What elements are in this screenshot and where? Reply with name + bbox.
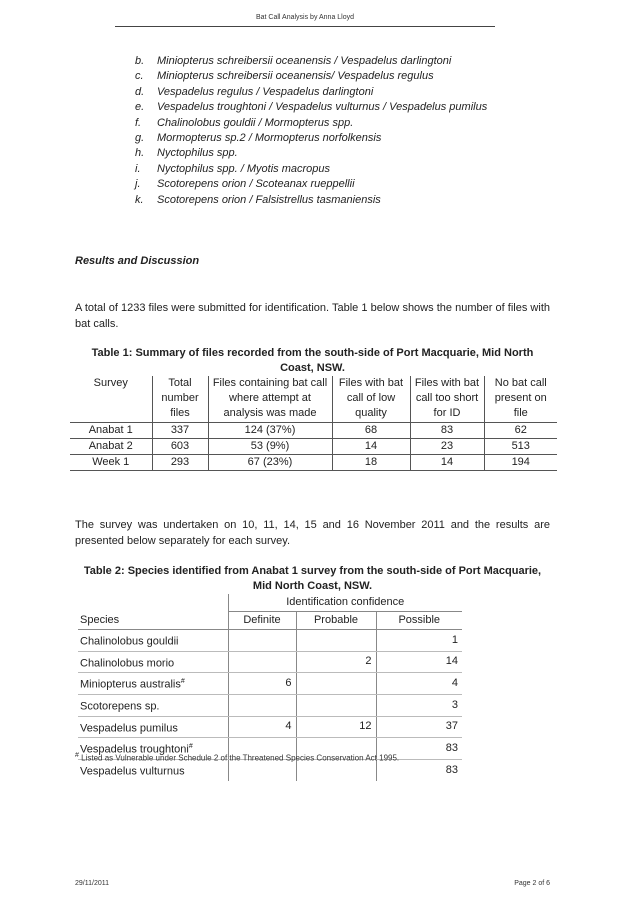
list-item bbox=[135, 116, 487, 131]
survey-paragraph: The survey was undertaken on 10, 11, 14, 15 and 16 November 2011 and the results are presented below separately for each survey. bbox=[75, 519, 550, 547]
list-text: Nyctophilus spp. / Myotis macropus bbox=[157, 162, 331, 175]
definite-cell bbox=[228, 630, 296, 652]
table-cell: 14 bbox=[410, 455, 484, 471]
list-letter: d. bbox=[135, 85, 145, 98]
table-cell: 14 bbox=[332, 439, 410, 455]
table-cell: 337 bbox=[152, 423, 208, 439]
table-cell: 513 bbox=[484, 439, 557, 455]
column-header: Files containing bat call where attempt at analysis was made bbox=[208, 376, 332, 423]
table-cell: 194 bbox=[484, 455, 557, 471]
column-header: Possible bbox=[376, 612, 462, 630]
probable-cell bbox=[296, 694, 376, 716]
list-text: Chalinolobus gouldii / Mormopterus spp. bbox=[157, 116, 354, 129]
list-letter: j. bbox=[135, 178, 141, 191]
species-cell: Vespadelus vulturnus bbox=[80, 765, 185, 778]
list-item bbox=[135, 54, 487, 69]
table-cell: Anabat 1 bbox=[70, 423, 152, 439]
footnote-mark: # bbox=[75, 752, 79, 759]
table-cell: 293 bbox=[152, 455, 208, 471]
table-row bbox=[78, 673, 462, 695]
possible-cell: 14 bbox=[376, 651, 462, 673]
table-cell: Anabat 2 bbox=[70, 439, 152, 455]
list-letter: k. bbox=[135, 193, 144, 206]
column-header: Species bbox=[78, 612, 228, 630]
column-header: No bat call present on file bbox=[484, 376, 557, 423]
table-cell: 83 bbox=[410, 423, 484, 439]
possible-cell: 83 bbox=[376, 759, 462, 780]
summary-table bbox=[70, 376, 557, 471]
footer-date: 29/11/2011 bbox=[75, 880, 109, 887]
list-item bbox=[135, 193, 487, 208]
list-text: Mormopterus sp.2 / Mormopterus norfolkensis bbox=[157, 132, 382, 145]
table-footnote bbox=[75, 752, 399, 763]
list-letter: g. bbox=[135, 132, 145, 145]
list-item bbox=[135, 146, 487, 161]
table-row bbox=[70, 423, 557, 439]
species-cell: Scotorepens sp. bbox=[78, 694, 228, 716]
species-cell: Miniopterus australis# bbox=[78, 673, 228, 695]
list-item bbox=[135, 100, 487, 115]
group-header-row bbox=[78, 594, 462, 612]
table-row bbox=[70, 439, 557, 455]
column-header: Survey bbox=[70, 376, 152, 423]
section-heading: Results and Discussion bbox=[75, 255, 200, 267]
table-cell: 18 bbox=[332, 455, 410, 471]
list-item bbox=[135, 162, 487, 177]
probable-cell: 12 bbox=[296, 716, 376, 738]
species-pair-list bbox=[135, 54, 487, 208]
table-cell: 53 (9%) bbox=[208, 439, 332, 455]
list-letter: f. bbox=[135, 116, 142, 129]
intro-paragraph: A total of 1233 files were submitted for identification. Table 1 below shows the number of files with bat calls. bbox=[75, 302, 550, 330]
list-letter: b. bbox=[135, 55, 145, 67]
list-letter: h. bbox=[135, 147, 145, 160]
list-text: Vespadelus troughtoni / Vespadelus vulturnus / Vespadelus pumilus bbox=[157, 101, 488, 114]
table-cell: 23 bbox=[410, 439, 484, 455]
list-text: Scotorepens orion / Scoteanax rueppellii bbox=[157, 178, 355, 191]
possible-cell: 4 bbox=[376, 673, 462, 695]
confidence-group-header: Identification confidence bbox=[228, 594, 462, 612]
table-row bbox=[78, 694, 462, 716]
column-header: Total number files bbox=[152, 376, 208, 423]
probable-cell bbox=[296, 673, 376, 695]
possible-cell: 3 bbox=[376, 694, 462, 716]
species-cell: Vespadelus troughtoni# bbox=[78, 738, 228, 760]
definite-cell bbox=[228, 651, 296, 673]
definite-cell: 6 bbox=[228, 673, 296, 695]
list-item bbox=[135, 69, 487, 84]
possible-cell: 83 bbox=[376, 738, 462, 760]
table-cell: 603 bbox=[152, 439, 208, 455]
possible-cell: 1 bbox=[376, 630, 462, 652]
probable-cell: 2 bbox=[296, 651, 376, 673]
footer-page-number: Page 2 of 6 bbox=[514, 880, 550, 887]
list-letter: e. bbox=[135, 101, 145, 114]
list-text: Scotorepens orion / Falsistrellus tasmaniensis bbox=[157, 193, 381, 206]
list-text: Miniopterus schreibersii oceanensis / Vespadelus darlingtoni bbox=[157, 55, 452, 67]
column-header: Probable bbox=[296, 612, 376, 630]
list-text: Nyctophilus spp. bbox=[157, 147, 238, 160]
table-header-row bbox=[78, 612, 462, 630]
table1-caption: Table 1: Summary of files recorded from the south-side of Port Macquarie, Mid North Coast, NSW. bbox=[91, 347, 534, 374]
table-row bbox=[70, 455, 557, 471]
header-divider bbox=[115, 26, 495, 27]
table-row bbox=[78, 651, 462, 673]
column-header: Files with bat call of low quality bbox=[332, 376, 410, 423]
table-cell: 67 (23%) bbox=[208, 455, 332, 471]
table2-caption: Table 2: Species identified from Anabat 1 survey from the south-side of Port Macquarie, Mid North Coast, NSW. bbox=[83, 565, 542, 592]
table-cell: Week 1 bbox=[70, 455, 152, 471]
table-row bbox=[78, 630, 462, 652]
definite-cell: 4 bbox=[228, 716, 296, 738]
species-cell: Vespadelus pumilus bbox=[78, 716, 228, 738]
list-letter: i. bbox=[135, 162, 141, 175]
definite-cell bbox=[228, 694, 296, 716]
column-header: Definite bbox=[228, 612, 296, 630]
table-row bbox=[78, 716, 462, 738]
table-cell: 68 bbox=[332, 423, 410, 439]
table-header-row bbox=[70, 376, 557, 423]
list-item bbox=[135, 131, 487, 146]
table-cell: 62 bbox=[484, 423, 557, 439]
running-header: Bat Call Analysis by Anna Lloyd bbox=[255, 14, 355, 21]
list-item bbox=[135, 85, 487, 100]
list-text: Vespadelus regulus / Vespadelus darlingtoni bbox=[157, 85, 374, 98]
species-cell: Chalinolobus morio bbox=[78, 651, 228, 673]
species-cell: Chalinolobus gouldii bbox=[78, 630, 228, 652]
column-header: Files with bat call too short for ID bbox=[410, 376, 484, 423]
possible-cell: 37 bbox=[376, 716, 462, 738]
table-cell: 124 (37%) bbox=[208, 423, 332, 439]
list-item bbox=[135, 177, 487, 192]
list-letter: c. bbox=[135, 70, 144, 83]
probable-cell bbox=[296, 630, 376, 652]
list-text: Miniopterus schreibersii oceanensis/ Vespadelus regulus bbox=[157, 70, 434, 83]
footnote-text: Listed as Vulnerable under Schedule 2 of the Threatened Species Conservation Act 1995. bbox=[81, 753, 400, 763]
